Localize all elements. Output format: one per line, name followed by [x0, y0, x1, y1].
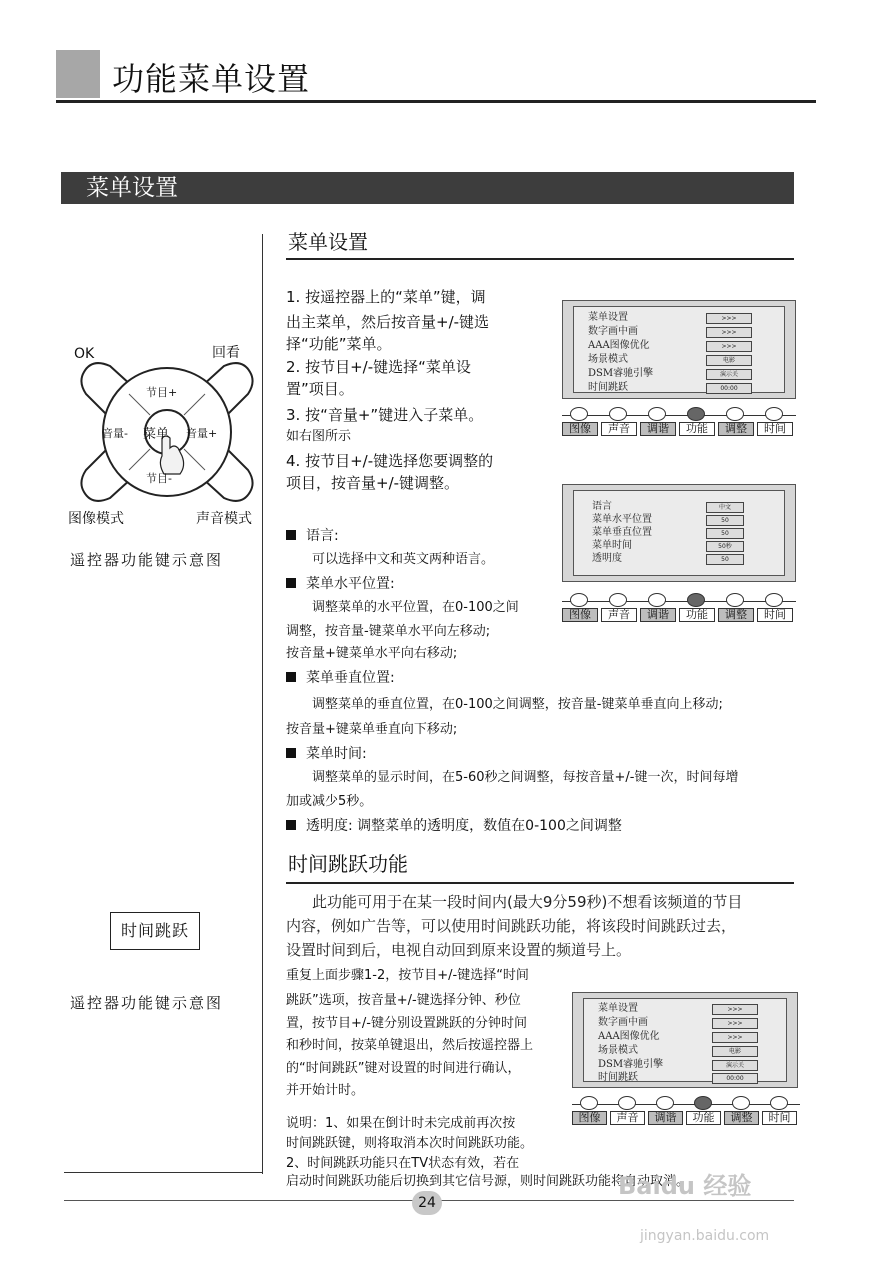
sound-tab-icon: [609, 593, 627, 607]
menu-row-value: 演示关: [706, 369, 752, 380]
menu-settings-heading: 菜单设置: [288, 230, 368, 254]
channel-down-key-label: 节目-: [146, 472, 172, 485]
remote-diagram-caption: 遥控器功能键示意图: [70, 551, 224, 569]
header-rule: [56, 100, 816, 103]
page-number: 24: [412, 1191, 442, 1215]
menu-row-value: 演示关: [712, 1060, 758, 1071]
step-line: 出主菜单，然后按音量+/-键选: [286, 313, 490, 331]
menu-tab-function: 功能: [686, 1111, 721, 1125]
menu-tab-adjust: 调整: [718, 608, 754, 622]
step-line: 项目，按音量+/-键调整。: [286, 474, 460, 492]
menu-row-value: 电影: [712, 1046, 758, 1057]
menu-row-label: 菜单设置: [598, 1003, 638, 1014]
feature-hpos-title: 菜单水平位置:: [286, 574, 395, 594]
clock-tab-icon: [770, 1096, 788, 1110]
time-skip-heading-rule: [286, 882, 794, 884]
tv-menu-tab-bar: [562, 591, 796, 621]
clock-tab-icon: [765, 407, 783, 421]
menu-row-label: 场景模式: [598, 1045, 638, 1056]
menu-row-value: 电影: [706, 355, 752, 366]
menu-row-value: >>>: [712, 1004, 758, 1015]
adjust-tab-icon: [726, 593, 744, 607]
tv-menu-tab-bar: [572, 1094, 800, 1124]
menu-row-label: 菜单水平位置: [592, 514, 652, 525]
feature-menu-time-title: 菜单时间:: [286, 744, 367, 764]
ok-key-label: OK: [74, 346, 95, 362]
tv-menu-screenshot-menu-settings: [562, 484, 796, 582]
volume-down-key-label: 音量-: [102, 427, 128, 440]
section-banner-title: 菜单设置: [86, 175, 178, 201]
menu-tab-adjust: 调整: [718, 422, 754, 436]
menu-row-value: 00:00: [712, 1073, 758, 1084]
feature-vpos-title: 菜单垂直位置:: [286, 668, 395, 688]
picture-tab-icon: [580, 1096, 598, 1110]
tuning-tab-icon: [648, 593, 666, 607]
menu-tab-sound: 声音: [601, 422, 637, 436]
feature-vpos-desc: 调整菜单的垂直位置，在0-100之间调整，按音量-键菜单垂直向上移动;: [312, 697, 723, 712]
menu-row-label: DSM睿驰引擎: [588, 368, 654, 379]
menu-row-value: 50秒: [706, 541, 744, 552]
feature-transparency: 透明度: 调整菜单的透明度，数值在0-100之间调整: [286, 816, 622, 836]
feature-language-title: 语言:: [286, 526, 339, 546]
adjust-tab-icon: [732, 1096, 750, 1110]
picture-mode-key-label: 图像模式: [68, 511, 124, 527]
menu-row-value: 50: [706, 528, 744, 539]
time-skip-note: 时间跳跃键，则将取消本次时间跳跃功能。: [286, 1136, 534, 1151]
step-line: 1. 按遥控器上的“菜单”键，调: [286, 288, 486, 306]
menu-row-label: 场景模式: [588, 354, 628, 365]
menu-row-value: 50: [706, 554, 744, 565]
menu-tab-time: 时间: [762, 1111, 797, 1125]
picture-tab-icon: [570, 593, 588, 607]
menu-row-label: 透明度: [592, 553, 622, 564]
menu-row-label: 菜单设置: [588, 312, 628, 323]
menu-tab-tuning: 调谐: [648, 1111, 683, 1125]
menu-row-label: DSM睿驰引擎: [598, 1059, 664, 1070]
feature-menu-time-desc: 加或减少5秒。: [286, 794, 373, 809]
menu-row-value: >>>: [706, 313, 752, 324]
menu-row-value: >>>: [706, 341, 752, 352]
menu-tab-tuning: 调谐: [640, 422, 676, 436]
tuning-tab-icon: [656, 1096, 674, 1110]
menu-row-label: 数字画中画: [588, 326, 638, 337]
time-skip-intro: 此功能可用于在某一段时间内(最大9分59秒)不想看该频道的节目: [312, 893, 743, 911]
menu-row-label: 时间跳跃: [588, 382, 628, 393]
time-skip-key-box: 时间跳跃: [110, 912, 200, 950]
tv-menu-tab-bar: [562, 405, 796, 435]
menu-key-label: 菜单: [143, 427, 170, 442]
feature-menu-time-desc: 调整菜单的显示时间，在5-60秒之间调整，每按音量+/-键一次，时间每增: [312, 770, 739, 785]
bullet-square: [286, 530, 296, 540]
menu-tab-tuning: 调谐: [640, 608, 676, 622]
bullet-square: [286, 748, 296, 758]
back-key-label: 回看: [212, 345, 240, 361]
step-line: 3. 按“音量+”键进入子菜单。: [286, 406, 484, 424]
bullet-square: [286, 578, 296, 588]
page-title: 功能菜单设置: [112, 60, 311, 98]
left-column-bottom-rule: [64, 1172, 262, 1173]
menu-tab-time: 时间: [757, 422, 793, 436]
menu-row-label: 菜单垂直位置: [592, 527, 652, 538]
time-skip-step: 重复上面步骤1-2，按节目+/-键选择“时间: [286, 968, 529, 983]
menu-row-label: 菜单时间: [592, 540, 632, 551]
feature-hpos-desc: 调整，按音量-键菜单水平向左移动;: [286, 624, 491, 639]
sound-tab-icon: [609, 407, 627, 421]
menu-row-value: 00:00: [706, 383, 752, 394]
bullet-square: [286, 672, 296, 682]
menu-row-label: AAA图像优化: [588, 340, 650, 351]
menu-row-label: AAA图像优化: [598, 1031, 660, 1042]
tv-menu-screenshot-function: [562, 300, 796, 399]
menu-tab-adjust: 调整: [724, 1111, 759, 1125]
adjust-tab-icon: [726, 407, 744, 421]
column-divider: [262, 234, 263, 1174]
channel-up-key-label: 节目+: [146, 386, 178, 399]
function-tab-icon: [687, 407, 705, 421]
time-skip-diagram-caption: 遥控器功能键示意图: [70, 994, 224, 1012]
clock-tab-icon: [765, 593, 783, 607]
feature-hpos-desc: 按音量+键菜单水平向右移动;: [286, 646, 458, 661]
feature-vpos-desc: 按音量+键菜单垂直向下移动;: [286, 722, 458, 737]
sound-tab-icon: [618, 1096, 636, 1110]
header-square-decoration: [56, 50, 100, 98]
time-skip-step: 和秒时间，按菜单键退出，然后按遥控器上: [286, 1038, 534, 1053]
time-skip-heading: 时间跳跃功能: [288, 852, 408, 876]
bullet-square: [286, 820, 296, 830]
baidu-watermark: Baidu 经验: [618, 1172, 752, 1200]
time-skip-note: 2、时间跳跃功能只在TV状态有效，若在: [286, 1156, 520, 1171]
time-skip-note: 启动时间跳跃功能后切换到其它信号源，则时间跳跃功能将自动取消。: [286, 1174, 690, 1189]
function-tab-icon: [687, 593, 705, 607]
step-line: 置”项目。: [286, 380, 354, 398]
step-line: 择“功能”菜单。: [286, 335, 392, 353]
time-skip-step: 跳跃”选项，按音量+/-键选择分钟、秒位: [286, 993, 521, 1008]
step-line: 4. 按节目+/-键选择您要调整的: [286, 452, 494, 470]
menu-settings-heading-rule: [286, 258, 794, 260]
step-line: 如右图所示: [286, 429, 352, 444]
time-skip-intro: 设置时间到后，电视自动回到原来设置的频道号上。: [286, 941, 632, 959]
sound-mode-key-label: 声音模式: [196, 511, 252, 527]
function-tab-icon: [694, 1096, 712, 1110]
menu-row-value: 50: [706, 515, 744, 526]
menu-row-value: >>>: [706, 327, 752, 338]
menu-tab-sound: 声音: [610, 1111, 645, 1125]
menu-tab-function: 功能: [679, 608, 715, 622]
menu-tab-picture: 图像: [572, 1111, 607, 1125]
menu-tab-sound: 声音: [601, 608, 637, 622]
menu-tab-picture: 图像: [562, 422, 598, 436]
menu-row-label: 时间跳跃: [598, 1072, 638, 1083]
feature-language-desc: 可以选择中文和英文两种语言。: [312, 552, 495, 567]
tuning-tab-icon: [648, 407, 666, 421]
menu-row-label: 数字画中画: [598, 1017, 648, 1028]
time-skip-note: 说明：1、如果在倒计时未完成前再次按: [286, 1116, 516, 1131]
menu-tab-picture: 图像: [562, 608, 598, 622]
menu-tab-time: 时间: [757, 608, 793, 622]
time-skip-step: 置，按节目+/-键分别设置跳跃的分钟时间: [286, 1016, 527, 1031]
feature-hpos-desc: 调整菜单的水平位置，在0-100之间: [312, 600, 519, 615]
time-skip-step: 并开始计时。: [286, 1083, 365, 1098]
menu-row-value: >>>: [712, 1018, 758, 1029]
time-skip-intro: 内容，例如广告等，可以使用时间跳跃功能，将该段时间跳跃过去，: [286, 917, 737, 935]
baidu-watermark-url: jingyan.baidu.com: [640, 1228, 770, 1244]
step-line: 2. 按节目+/-键选择“菜单设: [286, 358, 471, 376]
time-skip-step: 的“时间跳跃”键对设置的时间进行确认，: [286, 1061, 521, 1076]
menu-tab-function: 功能: [679, 422, 715, 436]
menu-row-value: >>>: [712, 1032, 758, 1043]
volume-up-key-label: 音量+: [186, 427, 218, 440]
tv-menu-screenshot-time-skip: [572, 992, 798, 1088]
picture-tab-icon: [570, 407, 588, 421]
menu-row-value: 中文: [706, 502, 744, 513]
menu-row-label: 语言: [592, 501, 612, 512]
